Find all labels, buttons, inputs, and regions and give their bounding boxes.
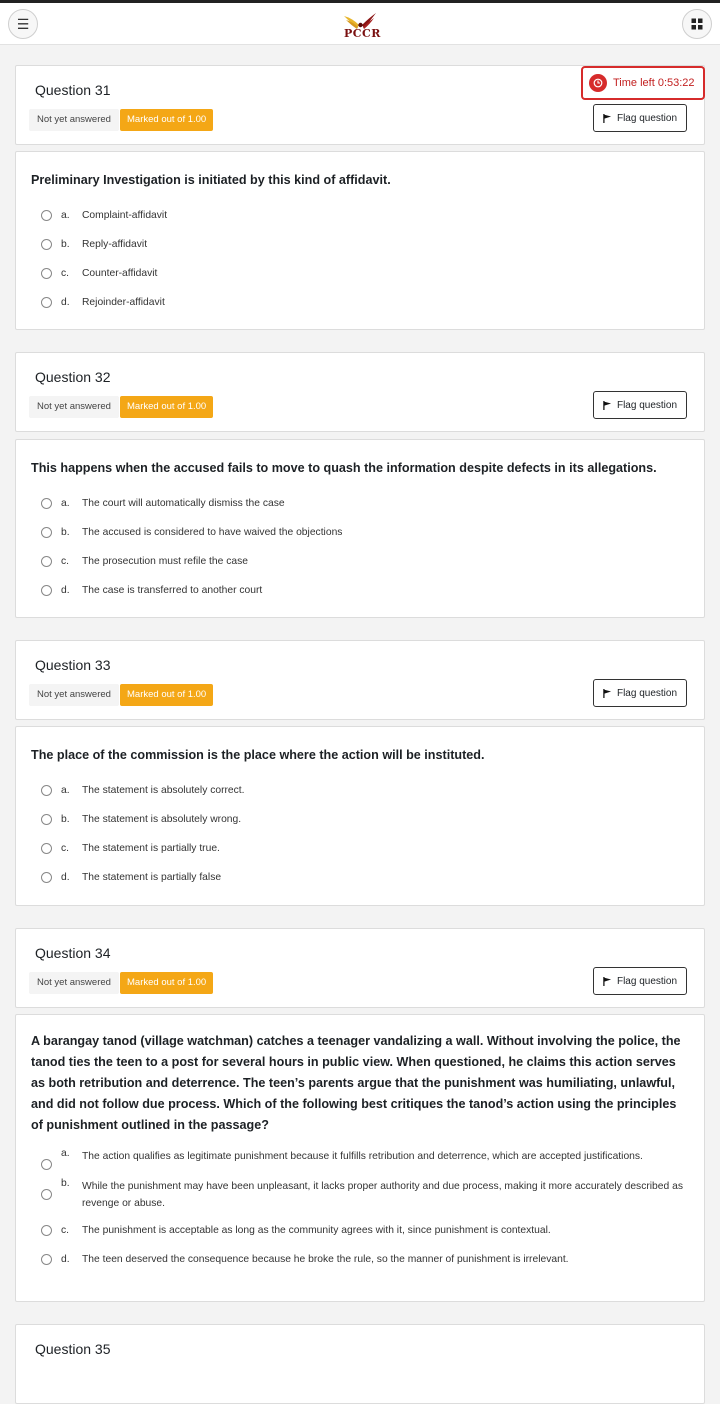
flag-question-label: Flag question xyxy=(616,687,678,699)
flag-question-button[interactable] xyxy=(593,104,687,132)
flag-icon xyxy=(603,401,612,410)
blocks-drawer-button[interactable] xyxy=(682,9,712,39)
option-letter: b. xyxy=(61,527,70,538)
option-text: Reply-affidavit xyxy=(82,239,148,250)
option-text: Complaint-affidavit xyxy=(82,210,168,221)
answer-option-a[interactable] xyxy=(31,1144,689,1174)
logo-text: PCCR xyxy=(344,27,381,40)
radio-button[interactable] xyxy=(41,585,52,596)
radio-button[interactable] xyxy=(41,1189,52,1200)
marks-badge: Marked out of 1.00 xyxy=(120,972,213,994)
answer-option-b[interactable] xyxy=(31,230,689,259)
radio-button[interactable] xyxy=(41,785,52,796)
radio-button[interactable] xyxy=(41,527,52,538)
answer-state-badge: Not yet answered xyxy=(29,109,119,131)
flag-question-button[interactable] xyxy=(593,967,687,995)
flag-icon xyxy=(603,977,612,986)
marks-badge: Marked out of 1.00 xyxy=(120,396,213,418)
question-info-card xyxy=(15,640,705,720)
option-text: The punishment is acceptable as long as the community agrees with it, since punishment is contextual. xyxy=(82,1225,551,1236)
option-letter: c. xyxy=(61,843,70,854)
option-letter: d. xyxy=(61,1254,70,1265)
marks-badge: Marked out of 1.00 xyxy=(120,109,213,131)
option-text: The teen deserved the consequence because he broke the rule, so the manner of punishment is irrelevant. xyxy=(82,1254,569,1265)
menu-button[interactable] xyxy=(8,9,38,39)
option-letter: b. xyxy=(61,1178,70,1189)
question-info-card xyxy=(15,352,705,432)
clock-icon xyxy=(589,74,607,92)
option-letter: a. xyxy=(61,210,70,221)
flag-question-label: Flag question xyxy=(616,975,678,987)
grid-icon xyxy=(691,18,703,30)
option-letter: c. xyxy=(61,556,70,567)
question-text: A barangay tanod (village watchman) catches a teenager vandalizing a wall. Without involving the police, the tanod ties the teen to a post for several hours in public view. When questioned, he claims this action serves as both retribution and deterrence. The teen’s parents argue that the punishment was humiliating, unlawful, and did not follow due process. Which of the following best critiques the tanod’s action using the principles of punishment outlined in the passage? xyxy=(31,1034,681,1132)
option-letter: d. xyxy=(61,297,70,308)
option-letter: b. xyxy=(61,239,70,250)
option-text: The accused is considered to have waived the objections xyxy=(82,527,343,538)
option-text: Counter-affidavit xyxy=(82,268,158,279)
option-text: The action qualifies as legitimate punishment because it fulfills retribution and deterrence, which are accepted justifications. xyxy=(82,1151,643,1162)
radio-button[interactable] xyxy=(41,814,52,825)
option-text: While the punishment may have been unpleasant, it lacks proper authority and due process, making it more accurately described as revenge or abuse. xyxy=(82,1181,683,1209)
question-text: The place of the commission is the place where the action will be instituted. xyxy=(31,748,485,762)
question-info-card xyxy=(15,1324,705,1404)
option-letter: d. xyxy=(61,872,70,883)
flag-question-label: Flag question xyxy=(616,112,678,124)
answer-state-badge: Not yet answered xyxy=(29,972,119,994)
answer-state-badge: Not yet answered xyxy=(29,684,119,706)
question-text: Preliminary Investigation is initiated by this kind of affidavit. xyxy=(31,173,391,187)
radio-button[interactable] xyxy=(41,872,52,883)
question-number: Question 33 xyxy=(35,657,111,673)
answer-option-b[interactable] xyxy=(31,1174,689,1216)
radio-button[interactable] xyxy=(41,1159,52,1170)
flag-icon xyxy=(603,114,612,123)
answer-option-d[interactable] xyxy=(31,863,689,892)
radio-button[interactable] xyxy=(41,498,52,509)
question-number: Question 31 xyxy=(35,82,111,98)
question-content-card xyxy=(15,151,705,330)
flag-question-button[interactable] xyxy=(593,679,687,707)
radio-button[interactable] xyxy=(41,556,52,567)
flag-question-label: Flag question xyxy=(616,399,678,411)
option-text: The prosecution must refile the case xyxy=(82,556,248,567)
option-letter: a. xyxy=(61,785,70,796)
radio-button[interactable] xyxy=(41,843,52,854)
navbar xyxy=(0,3,720,45)
question-content-card xyxy=(15,1014,705,1302)
marks-badge: Marked out of 1.00 xyxy=(120,684,213,706)
radio-button[interactable] xyxy=(41,210,52,221)
hamburger-icon: ☰ xyxy=(16,15,30,32)
question-number: Question 35 xyxy=(35,1341,111,1357)
radio-button[interactable] xyxy=(41,268,52,279)
answer-option-a[interactable] xyxy=(31,776,689,805)
answer-option-d[interactable] xyxy=(31,576,689,605)
option-letter: d. xyxy=(61,585,70,596)
question-number: Question 32 xyxy=(35,369,111,385)
answer-option-c[interactable] xyxy=(31,547,689,576)
flag-icon xyxy=(603,689,612,698)
radio-button[interactable] xyxy=(41,1225,52,1236)
answer-option-b[interactable] xyxy=(31,805,689,834)
answer-option-a[interactable] xyxy=(31,489,689,518)
question-content-card xyxy=(15,439,705,618)
option-text: The court will automatically dismiss the case xyxy=(82,498,285,509)
question-text: This happens when the accused fails to move to quash the information despite defects in its allegations. xyxy=(31,461,657,475)
answer-option-d[interactable] xyxy=(31,288,689,317)
option-letter: c. xyxy=(61,268,70,279)
option-text: The case is transferred to another court xyxy=(82,585,263,596)
answer-option-a[interactable] xyxy=(31,201,689,230)
quiz-timer xyxy=(581,66,705,100)
option-text: The statement is partially false xyxy=(82,872,222,883)
option-letter: a. xyxy=(61,1148,70,1159)
option-text: Rejoinder-affidavit xyxy=(82,297,165,308)
flag-question-button[interactable] xyxy=(593,391,687,419)
option-letter: b. xyxy=(61,814,70,825)
answer-option-c[interactable] xyxy=(31,834,689,863)
option-text: The statement is partially true. xyxy=(82,843,220,854)
radio-button[interactable] xyxy=(41,297,52,308)
timer-text: Time left 0:53:22 xyxy=(613,77,695,89)
answer-state-badge: Not yet answered xyxy=(29,396,119,418)
option-letter: c. xyxy=(61,1225,70,1236)
radio-button[interactable] xyxy=(41,1254,52,1265)
radio-button[interactable] xyxy=(41,239,52,250)
answer-option-c[interactable] xyxy=(31,1216,689,1245)
option-text: The statement is absolutely correct. xyxy=(82,785,245,796)
question-content-card xyxy=(15,726,705,906)
question-info-card xyxy=(15,928,705,1008)
answer-option-b[interactable] xyxy=(31,518,689,547)
answer-option-d[interactable] xyxy=(31,1245,689,1274)
option-letter: a. xyxy=(61,498,70,509)
option-text: The statement is absolutely wrong. xyxy=(82,814,242,825)
answer-option-c[interactable] xyxy=(31,259,689,288)
question-number: Question 34 xyxy=(35,945,111,961)
